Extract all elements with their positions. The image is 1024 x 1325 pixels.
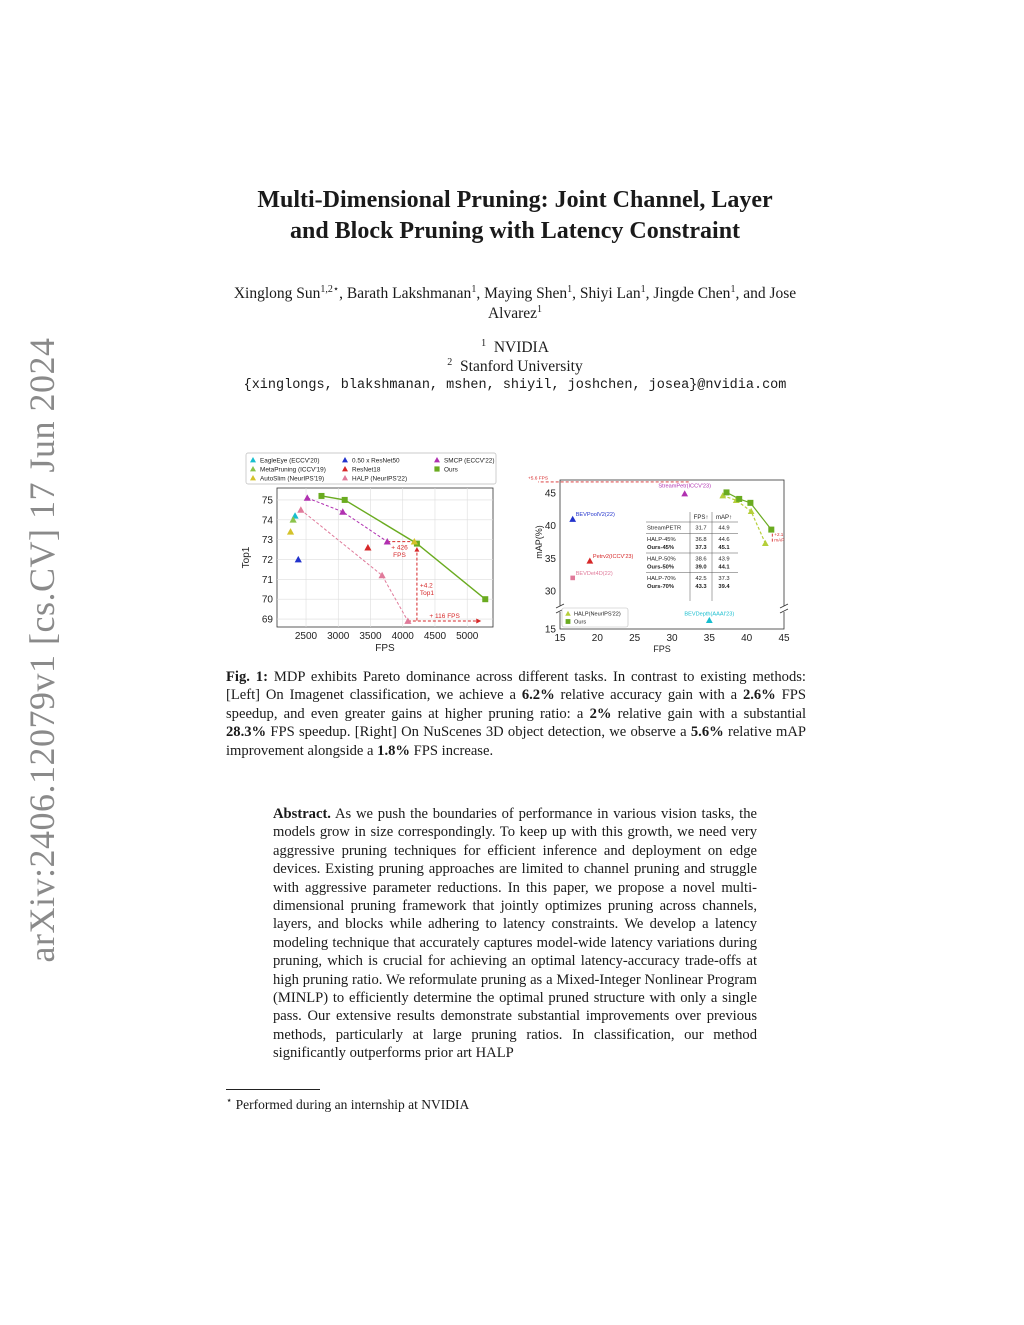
table-cell: 39.0 — [695, 564, 707, 571]
affiliation-name: NVIDIA — [493, 339, 549, 356]
y-tick-label: 75 — [261, 495, 273, 507]
data-point — [747, 500, 753, 506]
caption-highlight: 1.8% — [377, 742, 411, 759]
x-tick-label: 15 — [554, 633, 566, 644]
annotation-label: mAP — [774, 537, 785, 543]
caption-highlight: 28.3% — [226, 724, 267, 741]
x-tick-label: 3000 — [327, 631, 350, 642]
point-label: BEVDepth(AAAI'23) — [684, 611, 735, 618]
annotation-label: + 426 — [391, 544, 408, 552]
table-cell: HALP-45% — [647, 537, 676, 543]
author-affiliation-mark: 1 — [640, 283, 646, 295]
y-tick-label: 72 — [261, 554, 273, 566]
table-cell: Ours-50% — [647, 564, 675, 571]
table-cell: 38.6 — [695, 556, 707, 563]
affiliation-name: Stanford University — [460, 358, 583, 375]
footnote — [226, 1096, 726, 1113]
caption-text: relative accuracy gain with a — [554, 687, 743, 704]
caption-text: FPS increase. — [410, 742, 494, 759]
caption-highlight: 2.6% — [742, 687, 776, 704]
footnote-text: Performed during an internship at NVIDIA — [232, 1097, 470, 1112]
affiliations — [220, 338, 810, 395]
y-tick-label: 40 — [544, 521, 556, 533]
table-cell: 39.4 — [718, 584, 730, 590]
plot-area — [277, 488, 493, 627]
x-tick-label: 40 — [741, 633, 753, 644]
legend-marker — [566, 619, 571, 624]
author-affiliation-mark: 1 — [537, 303, 543, 315]
data-point — [342, 497, 348, 503]
x-tick-label: 30 — [666, 633, 678, 644]
figure-caption — [226, 668, 806, 760]
x-tick-label: 2500 — [294, 631, 318, 642]
title-line-1: Multi-Dimensional Pruning: Joint Channel, Layer — [257, 187, 773, 213]
affiliation-2 — [220, 357, 810, 376]
legend-label: HALP(NeurIPS'22) — [574, 611, 621, 618]
table-cell: 44.6 — [718, 537, 730, 543]
author-name: Xinglong Sun — [233, 285, 321, 302]
author-affiliation-mark: 1 — [730, 283, 736, 295]
table-cell: Ours-70% — [647, 584, 675, 590]
figure-left-imagenet-chart — [240, 450, 502, 658]
legend-label: Ours — [574, 619, 587, 626]
author-emails: {xinglongs, blakshmanan, mshen, shiyil, joshchen, josea}@nvidia.com — [243, 378, 787, 393]
y-axis-label: mAP(%) — [534, 525, 544, 559]
x-tick-label: 4000 — [391, 631, 414, 642]
legend-label: AutoSlim (NeurIPS'19) — [260, 475, 325, 483]
y-tick-label: 73 — [261, 535, 273, 547]
caption-label: Fig. 1: — [226, 669, 268, 685]
table-cell: 42.5 — [695, 576, 707, 582]
legend-label: Ours — [444, 466, 458, 474]
author-separator: , — [645, 285, 654, 302]
table-cell: 37.3 — [718, 576, 730, 582]
table-cell: HALP-50% — [647, 556, 676, 563]
author-separator: , — [476, 285, 485, 302]
x-tick-label: 20 — [591, 633, 603, 644]
point-label: BEVPoolV2(22) — [575, 512, 615, 519]
x-tick-label: 4500 — [423, 631, 447, 642]
caption-text: FPS speedup. [Right] On NuScenes 3D object detection, we observe a — [266, 724, 691, 741]
caption-text: FPS speedup, and even greater gains at higher pruning ratio: a — [226, 687, 806, 722]
table-header: mAP↑ — [715, 515, 733, 521]
legend-label: EagleEye (ECCV'20) — [260, 457, 320, 465]
figure-right-nuscenes-chart — [527, 472, 803, 658]
caption-text: relative mAP improvement alongside a — [226, 724, 806, 759]
point-label: Petrv2(ICCV'23) — [592, 553, 634, 560]
data-point — [736, 496, 742, 502]
point-label: StreamPetr(ICCV'23) — [658, 483, 712, 490]
y-tick-label: 30 — [544, 586, 556, 598]
author-affiliation-mark: 1 — [567, 283, 573, 295]
x-tick-label: 5000 — [456, 631, 479, 642]
author-name: Shiyi Lan — [579, 285, 641, 302]
author-name: Maying Shen — [484, 285, 568, 302]
table-cell: 43.9 — [718, 556, 730, 563]
data-point — [482, 596, 488, 602]
arxiv-identifier: arXiv:2406.12079v1 [cs.CV] 17 Jun 2024 — [22, 337, 62, 963]
caption-highlight: 5.6% — [690, 724, 724, 741]
y-tick-label: 69 — [261, 614, 273, 626]
data-point — [570, 576, 575, 581]
affiliation-number: 2 — [447, 356, 453, 368]
annotation-label: FPS — [393, 552, 406, 560]
y-tick-label: 45 — [544, 488, 556, 500]
table-header: FPS↑ — [693, 515, 709, 521]
y-tick-label: 15 — [544, 624, 556, 636]
legend-label: ResNet18 — [352, 466, 381, 474]
table-cell: 37.3 — [695, 545, 707, 551]
annotation-label: +5.6 FPS — [527, 476, 549, 482]
x-tick-label: 45 — [778, 633, 790, 644]
table-cell: StreamPETR — [647, 525, 682, 532]
footnote-mark: ⋆ — [226, 1095, 233, 1107]
author-name: Barath Lakshmanan — [346, 285, 472, 302]
legend-label: HALP (NeurIPS'22) — [352, 475, 408, 483]
annotation-label: + 116 FPS — [429, 613, 460, 621]
data-point — [318, 493, 324, 499]
table-cell: 44.9 — [718, 525, 730, 532]
x-axis-label: FPS — [653, 644, 671, 654]
annotation-label: Top1 — [419, 589, 435, 597]
legend-label: 0.50 x ResNet50 — [352, 457, 400, 465]
y-axis-label: Top1 — [241, 546, 252, 569]
annotation-label: +4.2 — [419, 582, 433, 590]
data-point — [768, 527, 774, 533]
x-tick-label: 3500 — [359, 631, 382, 642]
imagenet-pareto-plot — [240, 450, 502, 658]
table-cell: 36.8 — [695, 537, 707, 543]
title-line-2: and Block Pruning with Latency Constraint — [289, 218, 741, 244]
legend-label: MetaPruning (ICCV'19) — [260, 466, 326, 474]
caption-text: relative gain with a substantial — [611, 705, 807, 722]
x-tick-label: 35 — [703, 633, 715, 644]
x-tick-label: 25 — [629, 633, 641, 644]
y-tick-label: 70 — [261, 594, 273, 606]
table-cell: 31.7 — [695, 525, 707, 532]
abstract-body: As we push the boundaries of performance in various vision tasks, the models grow in size correspondingly. To keep up with this growth, we need very aggressive pruning techniques for efficient inference and deployment on edge devices. Existing pruning approaches are limited to channel pruning and struggle with aggressive parameter reductions. In this paper, we propose a novel multi-dimensional pruning framework that jointly optimizes pruning across channels, layers, and blocks while adhering to latency constraints. We develop a latency modeling technique that accurately captures model-wide latency variations during pruning, which is crucial for achieving an optimal latency-accuracy trade-offs at high pruning ratio. We reformulate pruning as a Mixed-Integer Nonlinear Program (MINLP) to efficiently determine the optimal pruned structure with only a single pass. Our extensive results demonstrate substantial improvements over previous methods, particularly at large pruning ratios. In classification, our method significantly outperforms prior art HALP — [273, 806, 757, 1062]
x-axis-label: FPS — [375, 643, 395, 654]
caption-highlight: 2% — [589, 705, 612, 722]
nuscenes-pareto-plot — [527, 472, 803, 658]
footnote-rule — [226, 1089, 320, 1090]
author-separator: , and — [735, 285, 770, 302]
table-cell: Ours-45% — [647, 545, 675, 551]
annotation-label: +2.1 — [774, 532, 784, 538]
caption-highlight: 6.2% — [521, 687, 555, 704]
table-cell: 44.1 — [718, 564, 730, 571]
author-name: Jingde Chen — [653, 285, 731, 302]
y-tick-label: 74 — [261, 515, 273, 527]
paper-title — [200, 185, 830, 247]
affiliation-number: 1 — [481, 337, 487, 349]
legend-label: SMCP (ECCV'22) — [444, 457, 495, 465]
caption-text: MDP exhibits Pareto dominance across different tasks. In contrast to existing methods: [Left] On Imagenet classification, we achieve a — [226, 669, 806, 704]
legend-marker — [434, 466, 439, 471]
author-affiliation-mark: 1,2⋆ — [320, 283, 340, 295]
point-label: BEVDet4D(22) — [575, 570, 613, 577]
author-list — [220, 284, 810, 324]
author-affiliation-mark: 1 — [471, 283, 477, 295]
affiliation-1 — [220, 338, 810, 357]
y-tick-label: 71 — [261, 574, 273, 586]
table-cell: 43.3 — [695, 584, 707, 590]
arxiv-side-stamp — [12, 337, 72, 963]
author-name: Jose Alvarez — [487, 285, 797, 322]
author-separator: , — [572, 285, 580, 302]
table-cell: 45.1 — [718, 545, 730, 551]
y-tick-label: 35 — [544, 553, 556, 565]
abstract — [273, 805, 757, 1063]
abstract-label: Abstract. — [273, 806, 331, 822]
table-cell: HALP-70% — [647, 576, 676, 582]
author-separator: , — [339, 285, 347, 302]
data-point — [724, 489, 730, 495]
